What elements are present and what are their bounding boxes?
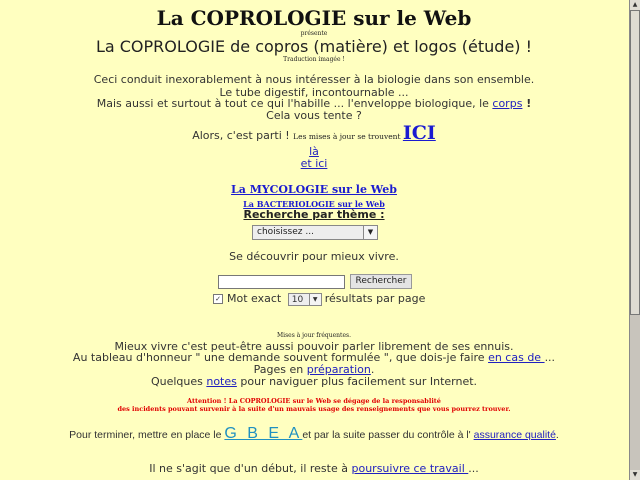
news-line-3-text: Pages en	[253, 363, 307, 376]
bacteriologie-link[interactable]: La BACTERIOLOGIE sur le Web	[243, 199, 385, 209]
exact-word-label: Mot exact	[227, 292, 282, 305]
updates-lead: Alors, c'est parti !	[192, 129, 294, 142]
notes-link[interactable]: notes	[206, 375, 237, 388]
exact-word-checkbox[interactable]: ✓	[213, 294, 223, 304]
news-line-4-end: pour naviguer plus facilement sur Internet.	[236, 375, 478, 388]
poursuivre-link[interactable]: poursuivre ce travail	[351, 462, 469, 475]
intro-line-4: Cela vous tente ?	[266, 109, 362, 122]
news-line-4	[0, 375, 628, 388]
news-line-2-text: Au tableau d'honneur " une demande souvent formulée ", que dois-je faire	[72, 351, 489, 364]
intro-line-2: Le tube digestif, incontournable ...	[219, 86, 409, 99]
search-input[interactable]	[218, 275, 345, 289]
search-button[interactable]: Rechercher	[350, 274, 412, 289]
search-options	[213, 292, 425, 306]
translation-note: Traduction imagée !	[283, 56, 345, 63]
preparation-link[interactable]: préparation	[306, 363, 371, 376]
news-line-1: Mieux vivre c'est peut-être aussi pouvoir parler librement de ses ennuis.	[114, 340, 514, 353]
theme-select[interactable]	[252, 225, 378, 240]
closing-end: .	[555, 429, 559, 441]
updates-line	[0, 122, 628, 144]
results-per-page-value: 10	[291, 294, 304, 305]
scroll-up-arrow-icon[interactable]: ▲	[630, 0, 640, 10]
intro-line-3-end: !	[522, 97, 532, 110]
frequent-updates-note: Mises à jour fréquentes.	[277, 332, 351, 339]
presente-label: présente	[300, 30, 328, 37]
tagline: Se découvrir pour mieux vivre.	[229, 250, 399, 263]
site-subtitle: La COPROLOGIE de copros (matière) et logos (étude) !	[95, 37, 533, 56]
assurance-qualite-link[interactable]: assurance qualité	[473, 429, 556, 441]
closing-line	[0, 425, 628, 443]
la-link[interactable]: là	[309, 145, 319, 158]
theme-heading-line	[0, 203, 628, 222]
scroll-down-arrow-icon[interactable]: ▼	[630, 470, 640, 480]
intro-line-3-text: Mais aussi et surtout à tout ce qui l'habille ... l'enveloppe biologique, le	[96, 97, 493, 110]
footer-text: Il ne s'agit que d'un début, il reste à	[149, 462, 352, 475]
chevron-down-icon: ▼	[363, 226, 377, 239]
warning-line-1: Attention ! La COPROLOGIE sur le Web se dégage de la responsablité	[187, 397, 441, 405]
gbea-link[interactable]: G B E A	[224, 425, 303, 442]
footer-line	[0, 462, 628, 475]
news-line-4-text: Quelques	[150, 375, 207, 388]
theme-search-heading: Recherche par thème :	[243, 208, 385, 221]
updates-small-text: Les mises à jour se trouvent	[293, 132, 403, 141]
closing-text: Pour terminer, mettre en place le	[69, 429, 225, 441]
et-ici-link-line	[0, 157, 628, 170]
intro-line-1: Ceci conduit inexorablement à nous intéresser à la biologie dans son ensemble.	[93, 73, 535, 86]
theme-select-value: choisissez ...	[257, 227, 314, 237]
warning-line-2: des incidents pouvant survenir à la suite d'un mauvais usage des renseignements que vous pourrez trouver.	[117, 405, 511, 413]
results-per-page-select[interactable]	[288, 293, 322, 306]
en-cas-de-link[interactable]: en cas de	[488, 351, 545, 364]
news-line-3-end: .	[370, 363, 375, 376]
site-title: La COPROLOGIE sur le Web	[156, 6, 472, 30]
ici-link[interactable]: ICI	[402, 122, 436, 144]
vertical-scrollbar[interactable]	[629, 0, 640, 480]
mycologie-link[interactable]: La MYCOLOGIE sur le Web	[231, 183, 397, 196]
scroll-thumb[interactable]	[630, 10, 640, 315]
footer-end: ...	[468, 462, 479, 475]
closing-mid-text: et par la suite passer du contrôle à l'	[302, 429, 474, 441]
et-ici-link[interactable]: et ici	[300, 157, 328, 170]
news-line-2-end: ...	[544, 351, 556, 364]
chevron-down-icon: ▼	[309, 294, 321, 305]
results-per-page-label: résultats par page	[324, 292, 426, 305]
corps-link[interactable]: corps	[492, 97, 523, 110]
